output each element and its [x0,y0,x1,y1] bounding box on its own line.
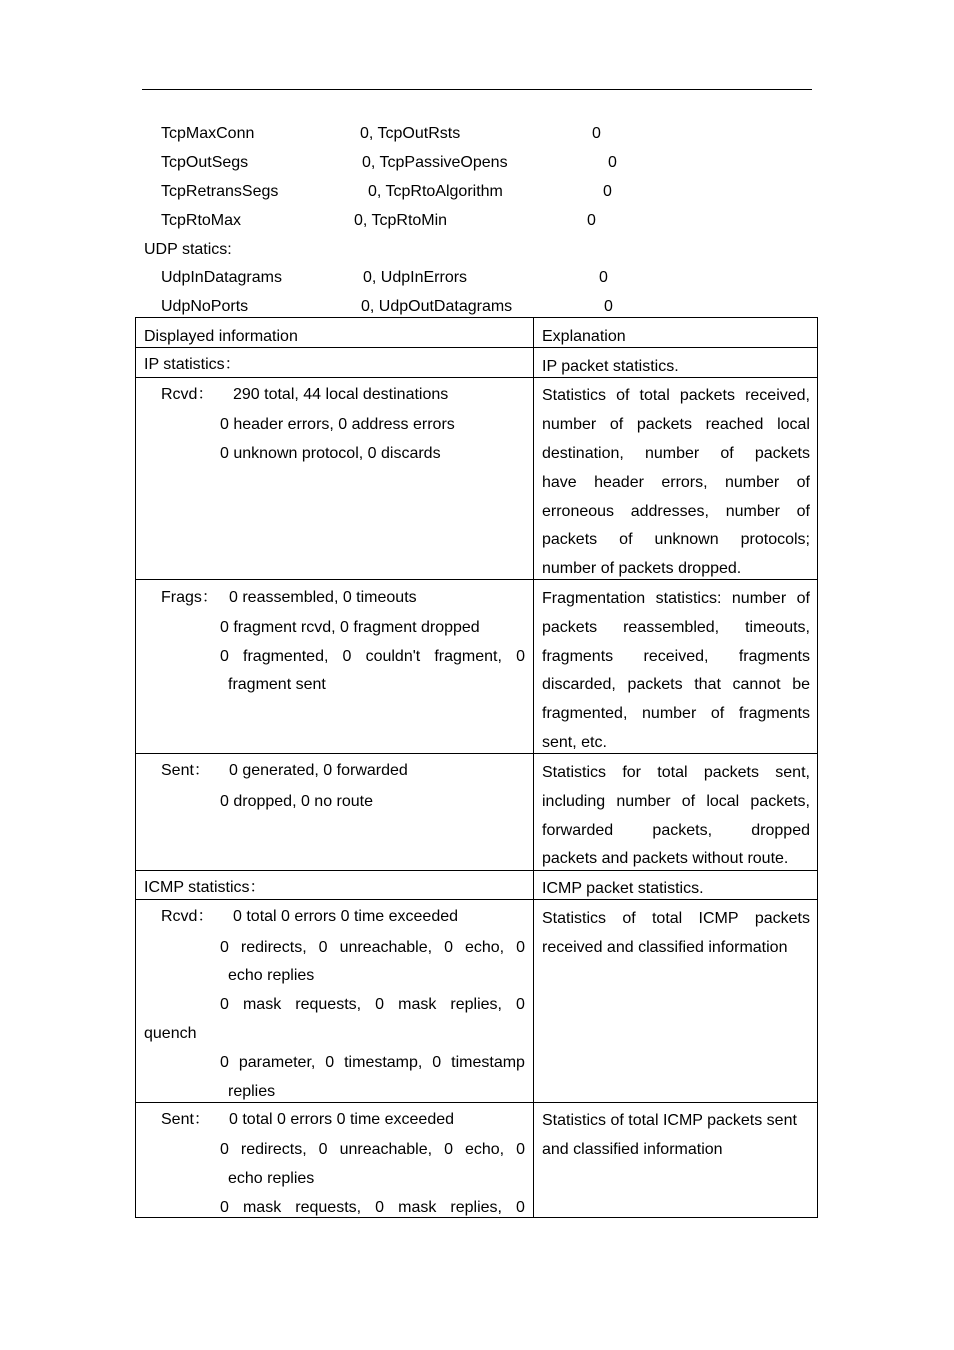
word: mask [242,1199,282,1216]
word: echo, [464,1141,505,1158]
ip-sent-line: 0 dropped, 0 no route [220,793,374,810]
stat-value: 0 [608,154,617,171]
word: 0 [375,996,385,1013]
rcvd-label: Rcvd： [161,386,214,403]
explanation-line [542,647,810,667]
word: 0 [444,939,453,956]
row-divider [135,347,818,348]
word: Fragmentation [542,590,646,607]
word: unreachable, [339,1141,433,1158]
explanation-line [542,415,810,435]
word: mask [242,996,282,1013]
word: dropped [751,822,810,839]
stat-value: 0 [592,125,601,142]
sent-label: Sent： [161,762,210,779]
explanation-line [542,704,810,724]
word: mask [398,996,437,1013]
stat-name: TcpRetransSegs [161,183,279,200]
word: errors, [661,474,708,491]
word: replies, [450,996,502,1013]
word: 0 [325,1054,335,1071]
sent-label: Sent： [161,1111,210,1128]
icmp-rcvd-line [220,1053,525,1073]
explanation-line [542,618,810,638]
word: 0 [516,939,525,956]
rcvd-label: Rcvd： [161,908,214,925]
header-rule [142,89,812,90]
word: 0 [220,648,229,665]
word: of [796,503,810,520]
row-divider [135,753,818,754]
word: packets [627,676,683,693]
word: fragmented, [243,648,329,665]
column-header-explanation: Explanation [542,328,626,345]
row-divider [135,579,818,580]
word: redirects, [240,1141,307,1158]
stat-name: UdpNoPorts [161,298,249,315]
word: received, [643,648,709,665]
word: destination, [542,445,624,462]
icmp-statistics-explanation: ICMP packet statistics. [542,880,704,897]
word: of [796,590,810,607]
ip-frags-line: fragment sent [228,676,326,693]
word: echo, [464,939,505,956]
icmp-rcvd-line: 0 total 0 errors 0 time exceeded [233,908,459,925]
word: 0 [318,1141,328,1158]
ip-statistics-explanation: IP packet statistics. [542,358,679,375]
icmp-sent-line [220,1140,525,1160]
word: erroneous [542,503,615,520]
icmp-sent-line: 0 total 0 errors 0 time exceeded [229,1111,455,1128]
word: packets [636,416,692,433]
word: Statistics [542,910,607,927]
word: redirects, [240,939,307,956]
word: 0 [220,996,229,1013]
word: of [796,474,810,491]
explanation-line [542,909,810,929]
row-divider [135,899,818,900]
explanation-line: packets and packets without route. [542,850,789,867]
word: forwarded [542,822,614,839]
word: packets [703,764,759,781]
word: 0 [220,1199,229,1216]
explanation-line [542,444,810,464]
icmp-rcvd-line: quench [144,1025,197,1042]
ip-frags-line [220,647,525,667]
explanation-line [542,473,810,493]
word: parameter, [238,1054,316,1071]
ip-statistics-heading: IP statistics： [144,356,241,373]
icmp-sent-line: echo replies [228,1170,315,1187]
word: header [594,474,644,491]
word: protocols; [740,531,810,548]
icmp-sent-explanation-line: and classified information [542,1141,723,1158]
row-divider [135,870,818,871]
word: 0 [516,1141,525,1158]
word: fragment, [434,648,502,665]
row-divider [135,1102,818,1103]
ip-rcvd-line: 0 header errors, 0 address errors [220,416,455,433]
explanation-line [542,821,810,841]
word: unknown [654,531,719,548]
word: 0 [220,1141,229,1158]
word: for [622,764,641,781]
word: requests, [295,1199,362,1216]
word: couldn't [365,648,421,665]
explanation-line: received and classified information [542,939,788,956]
word: number [644,445,700,462]
word: 0 [220,1054,229,1071]
word: reassembled, [623,619,720,636]
word: number [616,793,671,810]
word: Statistics [542,387,607,404]
word: packets, [652,822,713,839]
word: packets [542,619,598,636]
stat-value: 0 [604,298,613,315]
stat-value: 0 [603,183,612,200]
word: statistics: [655,590,722,607]
word: packets [754,445,810,462]
stat-name: TcpMaxConn [161,125,255,142]
word: total [651,910,683,927]
word: timeouts, [745,619,810,636]
word: 0 [220,939,229,956]
word: timestamp, [344,1054,423,1071]
word: fragmented, [542,705,628,722]
column-divider [533,317,534,1218]
word: fragments [738,705,810,722]
word: received, [745,387,810,404]
ip-rcvd-line: 0 unknown protocol, 0 discards [220,445,441,462]
icmp-rcvd-line [220,938,525,958]
stat-value: 0, TcpPassiveOpens [362,154,508,171]
word: be [792,676,810,693]
explanation-line [542,502,810,522]
explanation-line [542,589,810,609]
stat-name: TcpRtoMax [161,212,242,229]
explanation-line: sent, etc. [542,734,607,751]
word: 0 [432,1054,442,1071]
word: cannot [732,676,781,693]
word: that [694,676,721,693]
word: fragments [542,648,614,665]
word: mask [398,1199,437,1216]
udp-heading: UDP statics: [144,241,232,258]
icmp-rcvd-line: replies [228,1083,276,1100]
word: packets [542,531,598,548]
word: packets, [750,793,810,810]
stat-value: 0, TcpOutRsts [360,125,461,142]
stat-name: UdpInDatagrams [161,269,282,286]
frags-label: Frags： [161,589,218,606]
word: 0 [375,1199,385,1216]
stat-value: 0 [599,269,608,286]
explanation-line [542,530,810,550]
explanation-line [542,792,810,812]
word: number [731,590,787,607]
word: of [681,793,696,810]
word: fragments [738,648,810,665]
stat-value: 0, UdpInErrors [363,269,468,286]
word: replies, [450,1199,502,1216]
word: including [542,793,606,810]
word: timestamp [451,1054,525,1071]
word: local [777,416,810,433]
icmp-sent-explanation-line: Statistics of total ICMP packets sent [542,1112,797,1129]
word: 0 [444,1141,453,1158]
word: packets [754,910,810,927]
explanation-line [542,763,810,783]
stat-value: 0 [587,212,596,229]
word: discarded, [542,676,616,693]
explanation-line [542,386,810,406]
word: Statistics [542,764,607,781]
explanation-line: number of packets dropped. [542,560,742,577]
word: ICMP [698,910,739,927]
word: local [706,793,740,810]
icmp-sent-line [220,1198,525,1218]
word: number [542,416,597,433]
ip-frags-line: 0 reassembled, 0 timeouts [229,589,417,606]
word: total [639,387,670,404]
icmp-rcvd-line: echo replies [228,967,315,984]
word: 0 [516,1199,525,1216]
word: of [609,416,624,433]
ip-rcvd-line: 290 total, 44 local destinations [233,386,449,403]
word: 0 [318,939,328,956]
word: of [720,445,734,462]
word: of [619,531,633,548]
icmp-rcvd-line [220,995,525,1015]
word: requests, [295,996,362,1013]
row-divider [135,377,818,378]
stat-value: 0, TcpRtoAlgorithm [368,183,503,200]
word: of [710,705,725,722]
word: total [657,764,688,781]
word: packets [679,387,735,404]
word: have [542,474,577,491]
stat-value: 0, TcpRtoMin [354,212,448,229]
ip-sent-line: 0 generated, 0 forwarded [229,762,408,779]
column-header-displayed: Displayed information [144,328,298,345]
word: reached [705,416,764,433]
word: number [724,474,780,491]
word: sent, [775,764,810,781]
ip-frags-line: 0 fragment rcvd, 0 fragment dropped [220,619,480,636]
explanation-line [542,675,810,695]
word: of [616,387,630,404]
word: 0 [342,648,352,665]
word: number [725,503,780,520]
word: number [642,705,697,722]
word: addresses, [630,503,709,520]
stat-name: TcpOutSegs [161,154,249,171]
word: of [622,910,636,927]
word: 0 [516,996,525,1013]
icmp-statistics-heading: ICMP statistics： [144,879,266,896]
word: 0 [516,648,525,665]
word: unreachable, [339,939,433,956]
stat-value: 0, UdpOutDatagrams [361,298,513,315]
